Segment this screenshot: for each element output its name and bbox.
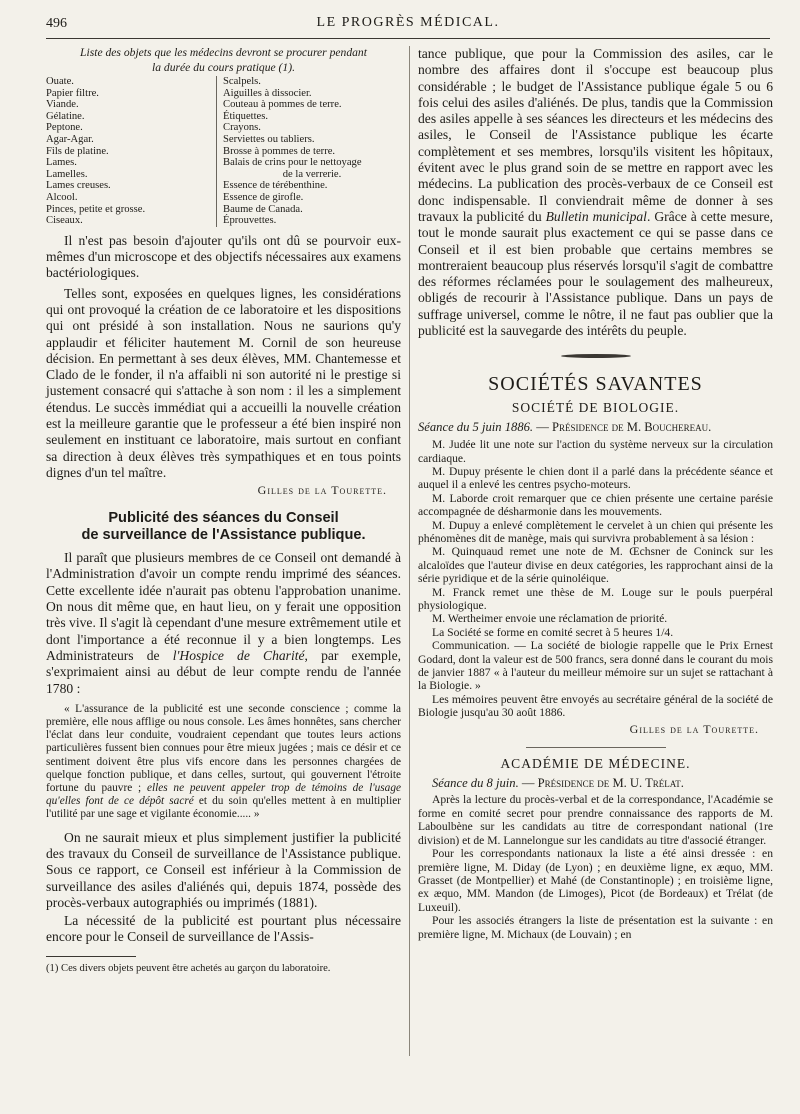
- objects-caption-line-2: la durée du cours pratique (1).: [152, 61, 295, 74]
- list-item: Essence de térébenthine.: [223, 180, 328, 192]
- page-header: [46, 10, 770, 39]
- list-item: Lames.: [46, 157, 77, 169]
- quote-emphasis: elles ne peuvent appeler trop de témoins de l'usage qu'elles font de ce dépôt sacré: [46, 782, 401, 808]
- list-item: Aiguilles à dissocier.: [223, 87, 312, 99]
- biology-item: M. Franck remet une thèse de M. Louge sur le pouls puerpéral physiologique.: [418, 585, 773, 613]
- list-item: Peptone.: [46, 122, 83, 134]
- page-number: 496: [46, 16, 67, 31]
- paragraph-continuation: [418, 46, 773, 339]
- list-item: Crayons.: [223, 122, 261, 134]
- session-date: Séance du 8 juin.: [432, 775, 519, 790]
- objects-caption-line-1: Liste des objets que les médecins devront se procurer pendant: [80, 46, 367, 59]
- biology-item: M. Quinquaud remet une note de M. Œchsner de Coninck sur les alcaloïdes que l'auteur divise en deux catégories, les rapprochant ainsi de la série pyridique et de la série quinoléique.: [418, 545, 773, 586]
- list-item: Étiquettes.: [223, 110, 269, 122]
- medicine-session-line: [418, 776, 773, 791]
- paragraph-necessity: La nécessité de la publicité est pourtant plus nécessaire encore pour le Conseil de surveillance de l'Assis-: [46, 913, 401, 945]
- objects-list-col-1: [46, 76, 216, 227]
- biology-item: Communication. — La société de biologie rappelle que le Prix Ernest Godard, dont la valeur est de 500 francs, sera donné dans le courant du mois de janvier 1887 « à l'auteur du meilleur mémoire sur un sujet se rattachant à la Biologie. »: [418, 639, 773, 693]
- list-item: Brosse à pommes de terre.: [223, 145, 336, 157]
- objects-list: [46, 76, 401, 227]
- list-item: Scalpels.: [223, 76, 261, 87]
- biology-item: Les mémoires peuvent être envoyés au secrétaire général de la société de Biologie jusqu'au 30 août 1886.: [418, 692, 773, 720]
- text-run: « L'assurance de la publicité est une seconde conscience ; comme la première, elle nous afflige ou nous console. Les âmes honnêtes, sans chercher l'éclat dans leur conduite, voudraient cependant que toutes leurs actions particulières fussent bien connues pour être mieux jugées ; mais ce désir et ce sentiment doivent être plus vifs encore dans les personnes chargées de quelque fonction publique, et dans celles, surtout, qui gouvernent l'étroite fortune du pauvre ;: [46, 702, 401, 795]
- bulletin-name: Bulletin municipal: [545, 208, 647, 224]
- article-title-line-2: de surveillance de l'Assistance publique.: [81, 527, 366, 544]
- list-item: Agar-Agar.: [46, 133, 94, 145]
- biology-item: M. Dupuy présente le chien dont il a parlé dans la précédente séance et auquel il a enlevé les centres psycho-moteurs.: [418, 464, 773, 492]
- footnote-rule: [46, 956, 136, 957]
- paragraph-publicity: [46, 550, 401, 697]
- paragraph-justification: On ne saurait mieux et plus simplement justifier la publicité des travaux du Conseil de surveillance de l'Assistance publique. Sous ce rapport, ce Conseil est inférieur à la Commission de surveillance des asiles d'aliénés qui, depuis 1874, possède des procès-verbaux autographiés ou imprimés (1881).: [46, 829, 401, 910]
- text-run: tance publique, que pour la Commission des asiles, car le nombre des affaires dont il s'occupe est beaucoup plus considérable ; le budget de l'Assistance publique égale 5 ou 6 fois celui des asiles d'aliénés. De plus, tandis que la Commission des asiles appelle à ses séances les directeurs et les médecins des asiles, le Conseil de l'Assistance publique les écarte complètement et ses membres, lorsqu'ils visitent les hôpitaux, évitent avec le plus grand soin de se mettre en rapport avec les médecins. La publication des procès-verbaux de ce Conseil est donc indispensable. Il conviendrait même de donner à ses travaux la publicité du: [418, 46, 773, 224]
- list-item: Couteau à pommes de terre.: [223, 99, 342, 111]
- list-item: Balais de crins pour le nettoyage: [223, 157, 362, 169]
- article-title-line-1: Publicité des séances du Conseil: [108, 510, 339, 527]
- session-date: Séance du 5 juin 1886.: [418, 420, 534, 435]
- running-title: LE PROGRÈS MÉDICAL.: [316, 15, 500, 30]
- text-run: , par exemple, s'exprimaient ainsi au début de leur compte rendu de l'année 1780 :: [46, 647, 402, 696]
- list-item: Ciseaux.: [46, 215, 83, 227]
- list-item: Lamelles.: [46, 168, 88, 180]
- hospice-name: l'Hospice de Charité: [172, 647, 305, 663]
- biology-society-title: SOCIÉTÉ DE BIOLOGIE.: [511, 400, 680, 416]
- text-run: . Grâce à cette mesure, tout le monde saurait plus exactement ce qui se passe dans ce Conseil et il est bien probable que certains membres se montreraient beaucoup plus réservés lorsqu'il s'agit de combattre des réformes réclamées pour le soulagement des malheureux, obligés de recourir à l'Assistance publique. Dans un pays de suffrage universel, comme le nôtre, il ne faut pas oublier que la publicité est la sauvegarde des intérêts du peuple.: [418, 208, 774, 339]
- list-item: Papier filtre.: [46, 87, 99, 99]
- right-column: [418, 46, 773, 941]
- biology-item: M. Dupuy a enlevé complètement le cervelet à un chien qui présente les phénomènes dit de manège, mais qui survivra probablement à sa lésion :: [418, 518, 773, 545]
- list-item: Ouate.: [46, 76, 74, 87]
- list-item: Lames creuses.: [46, 180, 111, 192]
- session-presidency: — Présidence de M. Bouchereau.: [533, 420, 712, 435]
- biology-item: M. Laborde croit remarquer que ce chien présente une certaine parésie accompagnée de désharmonie dans les mouvements.: [418, 491, 773, 519]
- list-item: Pinces, petite et grosse.: [46, 203, 146, 215]
- biology-signature: Gilles de la Tourette.: [629, 721, 759, 736]
- text-run: Il paraît que plusieurs membres de ce Conseil ont demandé à l'Administration d'avoir un compte rendu imprimé des séances. Cette excellente idée n'aurait pas obtenu l'approbation unanime. On nous dit même que, en haut lieu, on y ferait une opposition très vive. Il s'agit là cependant d'une mesure extrêmement utile et dont l'importance a été reconnue il y a bien longtemps. Les Administrateurs de: [46, 550, 401, 663]
- list-item: Viande.: [46, 99, 79, 111]
- objects-list-col-2: [216, 76, 401, 227]
- quotation-1780: [46, 703, 401, 822]
- section-title: SOCIÉTÉS SAVANTES: [488, 373, 703, 396]
- biology-item: La Société se forme en comité secret à 5 heures 1/4.: [432, 625, 674, 639]
- list-item: de la verrerie.: [282, 168, 342, 180]
- list-item: Fils de platine.: [46, 145, 109, 157]
- biology-item: M. Judée lit une note sur l'action du système nerveux sur la circulation cardiaque.: [418, 438, 773, 465]
- list-item: Baume de Canada.: [223, 203, 303, 215]
- column-divider: [409, 46, 410, 1056]
- session-presidency: — Présidence de M. U. Trélat.: [518, 775, 684, 790]
- article-title: [46, 510, 401, 544]
- medicine-item: Pour les associés étrangers la liste de présentation est la suivante : en première ligne, M. Michaux (de Louvain) ; en: [418, 914, 773, 941]
- medicine-item: Pour les correspondants nationaux la liste a été ainsi dressée : en première ligne, M. Diday (de Lyon) ; en deuxième ligne, ex æquo, MM. Grasset (de Montpellier) et Mahé (de Constantinople) ; en troisième ligne, ex æquo, MM. Mandon (de Limoges), Picot (de Bordeaux) et Trélat (de Luxeuil).: [418, 847, 773, 914]
- section-rule: [526, 747, 666, 748]
- medicine-item: Après la lecture du procès-verbal et de la correspondance, l'Académie se forme en comité secret pour prendre connaissance des rapports de M. Laboulbène sur les candidats au titre de correspondant national (1re division) et de M. Lannelongue sur les candidats au titre d'associé étranger.: [418, 793, 773, 847]
- text-run: et du soin qu'elles mettent à en multiplier l'utilité par une sage et vigilante économie..... »: [46, 795, 401, 821]
- author-signature: Gilles de la Tourette.: [257, 483, 387, 498]
- paragraph-microscope: Il n'est pas besoin d'ajouter qu'ils ont dû se pourvoir eux-mêmes d'un microscope et des objectifs nécessaires aux examens bactériologiques.: [46, 232, 401, 281]
- medicine-academy-title: ACADÉMIE DE MÉDECINE.: [500, 755, 691, 771]
- paragraph-laboratory: Telles sont, exposées en quelques lignes, les considérations qui ont provoqué la création de ce laboratoire et les dispositions qui ont présidé à son installation. Nous ne saurions qu'y applaudir et féliciter hautement M. Cornil de son heureuse décision. En permettant à ses deux élèves, MM. Chantemesse et Clado de le fonder, il n'a affaibli ni son autorité ni le prestige si justement consacré qui s'attache à son nom : il les a simplement étendus. Le succès immédiat qui a accueilli la nouvelle création est la meilleure garantie que le professeur a été bien inspiré non seulement en instituant ce laboratoire, mais surtout en confiant sa direction à deux élèves très sympathiques et en tous points dignes d'un tel maître.: [46, 285, 401, 480]
- list-item: Essence de girofle.: [223, 191, 304, 203]
- biology-session-line: [418, 420, 773, 435]
- left-column: [46, 46, 401, 975]
- list-item: Serviettes ou tabliers.: [223, 133, 315, 145]
- ornament-divider: [418, 345, 773, 363]
- footnote: (1) Ces divers objets peuvent être achetés au garçon du laboratoire.: [46, 962, 331, 974]
- biology-item: M. Wertheimer envoie une réclamation de priorité.: [432, 612, 668, 626]
- list-item: Gélatine.: [46, 110, 85, 122]
- list-item: Alcool.: [46, 191, 78, 203]
- list-item: Éprouvettes.: [223, 215, 277, 227]
